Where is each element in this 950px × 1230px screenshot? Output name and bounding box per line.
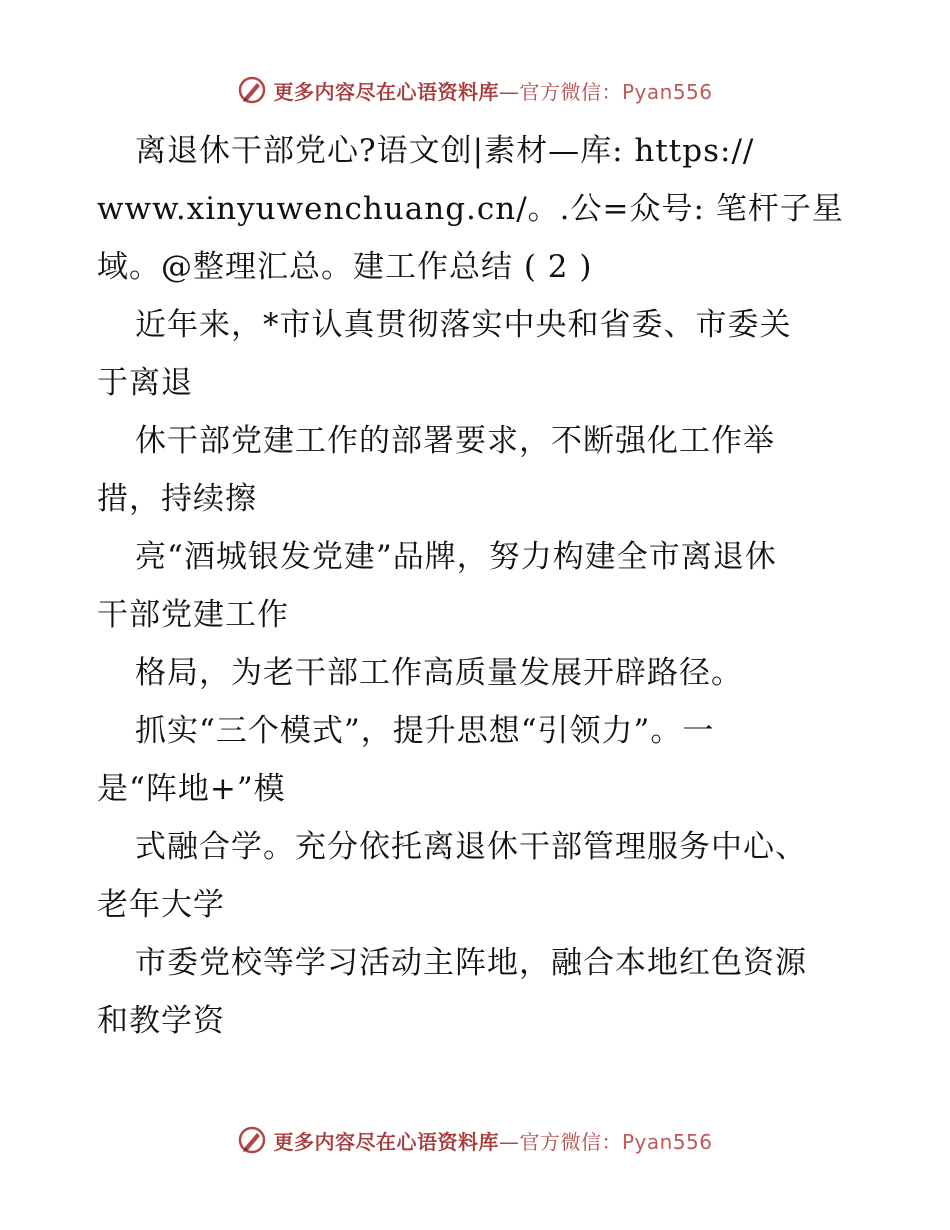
- header-banner: [0, 70, 950, 110]
- body-line: 式融合学。充分依托离退休干部管理服务中心、: [135, 829, 807, 865]
- header-banner-text: 更多内容尽在心语资料库—官方微信：Pyan556: [273, 79, 713, 104]
- body-line: 亮“酒城银发党建”品牌，努力构建全市离退休: [135, 539, 777, 575]
- body-line: www.xinyuwenchuang.cn/。.公=众号: 笔杆子星: [97, 191, 844, 227]
- body-line: 休干部党建工作的部署要求，不断强化工作举: [135, 423, 775, 459]
- body-line: 市委党校等学习活动主阵地，融合本地红色资源: [135, 945, 807, 981]
- body-line: 是“阵地+”模: [97, 771, 286, 807]
- footer-banner-text: 更多内容尽在心语资料库—官方微信：Pyan556: [273, 1129, 713, 1154]
- body-line: 抓实“三个模式”，提升思想“引领力”。一: [135, 713, 715, 749]
- body-line: 于离退: [97, 365, 193, 401]
- body-line: 和教学资: [97, 1003, 225, 1039]
- body-line: 干部党建工作: [97, 597, 289, 633]
- body-line: 近年来，*市认真贯彻落实中央和省委、市委关: [135, 307, 792, 343]
- pen-logo-icon: [237, 75, 267, 105]
- body-line: 域。@整理汇总。建工作总结 ( 2 ): [97, 249, 593, 285]
- body-line: 格局，为老干部工作高质量发展开辟路径。: [135, 655, 743, 691]
- body-line: 措，持续擦: [97, 481, 257, 517]
- pen-logo-icon: [237, 1125, 267, 1155]
- document-body: [97, 122, 867, 1050]
- footer-banner: [0, 1120, 950, 1160]
- body-line: 老年大学: [97, 887, 225, 923]
- body-line: 离退休干部党心?语文创|素材—库: https://: [135, 133, 755, 169]
